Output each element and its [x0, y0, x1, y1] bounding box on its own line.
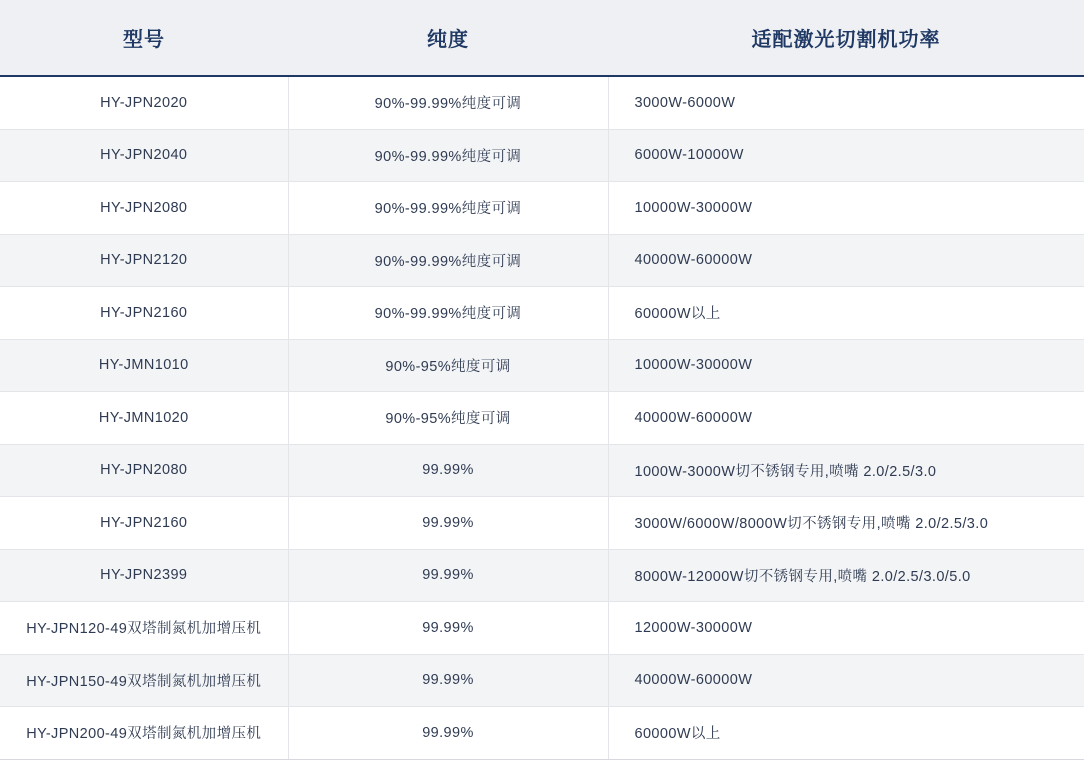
column-header-purity: 纯度 — [288, 0, 608, 76]
table-row — [0, 444, 1084, 497]
cell-power: 10000W-30000W — [608, 182, 1084, 235]
table-row — [0, 182, 1084, 235]
cell-purity: 90%-95%纯度可调 — [288, 392, 608, 445]
cell-power: 3000W-6000W — [608, 76, 1084, 129]
cell-power: 40000W-60000W — [608, 392, 1084, 445]
cell-power: 3000W/6000W/8000W切不锈钢专用,喷嘴 2.0/2.5/3.0 — [608, 497, 1084, 550]
cell-power: 10000W-30000W — [608, 339, 1084, 392]
cell-power: 40000W-60000W — [608, 654, 1084, 707]
cell-power: 60000W以上 — [608, 287, 1084, 340]
table-header-row — [0, 0, 1084, 76]
cell-model: HY-JPN2020 — [0, 76, 288, 129]
cell-purity: 90%-99.99%纯度可调 — [288, 182, 608, 235]
cell-power: 1000W-3000W切不锈钢专用,喷嘴 2.0/2.5/3.0 — [608, 444, 1084, 497]
table-row — [0, 549, 1084, 602]
cell-model: HY-JPN2399 — [0, 549, 288, 602]
cell-purity: 99.99% — [288, 654, 608, 707]
cell-power: 40000W-60000W — [608, 234, 1084, 287]
cell-purity: 90%-99.99%纯度可调 — [288, 287, 608, 340]
column-header-model: 型号 — [0, 0, 288, 76]
table-row — [0, 76, 1084, 129]
cell-purity: 99.99% — [288, 707, 608, 760]
table-row — [0, 497, 1084, 550]
cell-model: HY-JMN1020 — [0, 392, 288, 445]
cell-model: HY-JPN200-49双塔制氮机加增压机 — [0, 707, 288, 760]
cell-purity: 90%-99.99%纯度可调 — [288, 76, 608, 129]
cell-purity: 99.99% — [288, 602, 608, 655]
cell-power: 60000W以上 — [608, 707, 1084, 760]
table-header — [0, 0, 1084, 76]
cell-power: 8000W-12000W切不锈钢专用,喷嘴 2.0/2.5/3.0/5.0 — [608, 549, 1084, 602]
cell-purity: 99.99% — [288, 497, 608, 550]
cell-model: HY-JPN2080 — [0, 182, 288, 235]
cell-model: HY-JPN150-49双塔制氮机加增压机 — [0, 654, 288, 707]
cell-purity: 90%-99.99%纯度可调 — [288, 129, 608, 182]
cell-model: HY-JPN2160 — [0, 287, 288, 340]
table-row — [0, 287, 1084, 340]
cell-purity: 90%-99.99%纯度可调 — [288, 234, 608, 287]
table-row — [0, 602, 1084, 655]
cell-power: 12000W-30000W — [608, 602, 1084, 655]
cell-model: HY-JPN2160 — [0, 497, 288, 550]
cell-purity: 90%-95%纯度可调 — [288, 339, 608, 392]
table-row — [0, 654, 1084, 707]
table-row — [0, 129, 1084, 182]
cell-model: HY-JPN2080 — [0, 444, 288, 497]
cell-model: HY-JMN1010 — [0, 339, 288, 392]
cell-model: HY-JPN2120 — [0, 234, 288, 287]
table-body — [0, 76, 1084, 759]
column-header-power: 适配激光切割机功率 — [608, 0, 1084, 76]
cell-model: HY-JPN120-49双塔制氮机加增压机 — [0, 602, 288, 655]
cell-purity: 99.99% — [288, 444, 608, 497]
cell-purity: 99.99% — [288, 549, 608, 602]
table-row — [0, 707, 1084, 760]
table-row — [0, 339, 1084, 392]
cell-power: 6000W-10000W — [608, 129, 1084, 182]
table-row — [0, 392, 1084, 445]
cell-model: HY-JPN2040 — [0, 129, 288, 182]
table-row — [0, 234, 1084, 287]
